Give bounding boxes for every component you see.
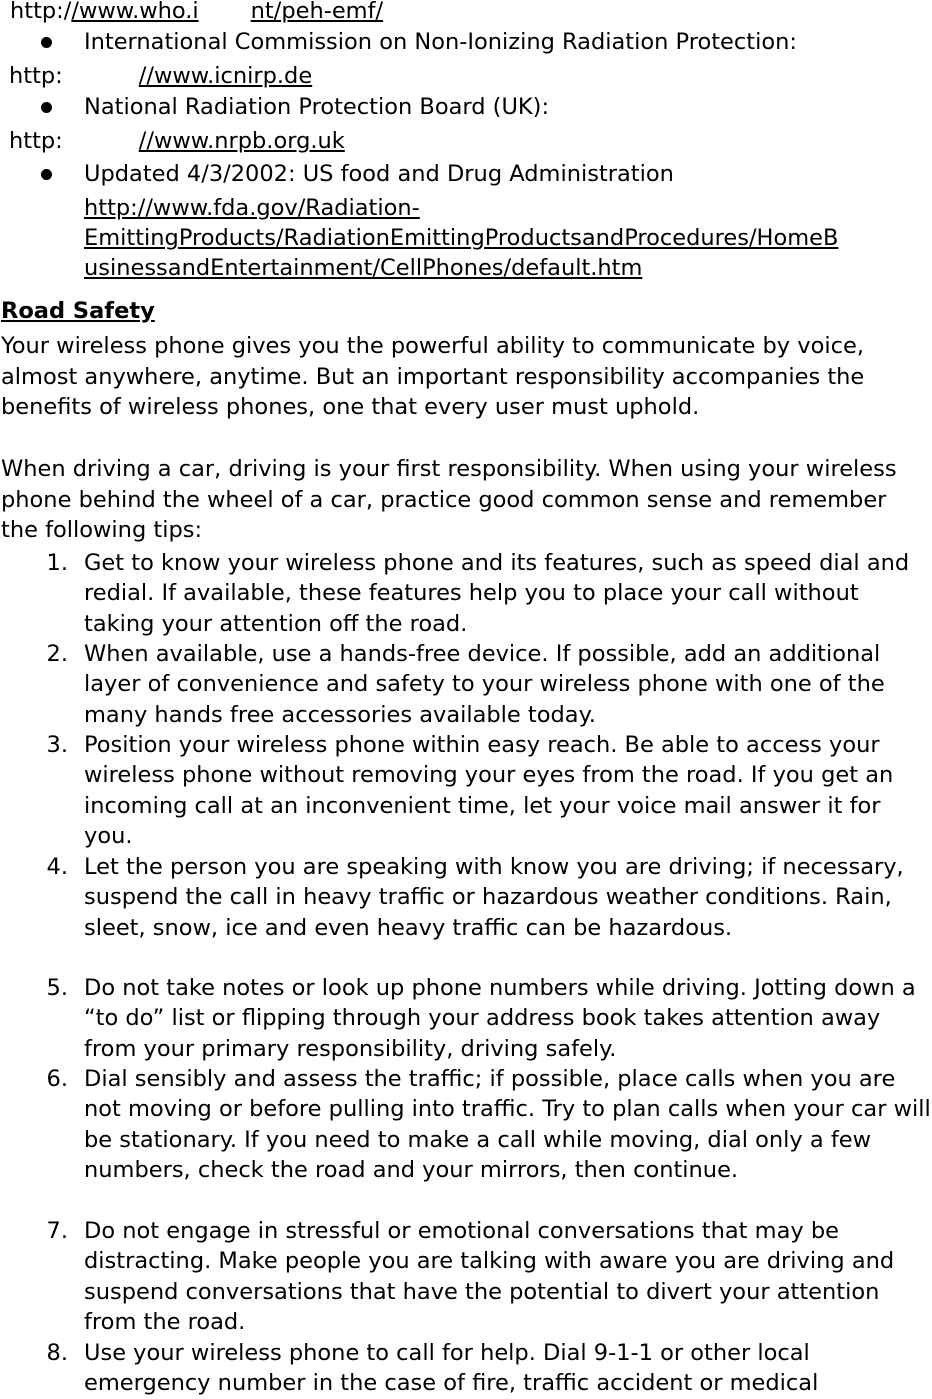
fda-link-line-2[interactable]: EmittingProducts/RadiationEmittingProductsandProcedures/HomeB <box>84 225 839 251</box>
list-number: 4. <box>46 854 68 880</box>
list-item-text: Position your wireless phone within easy reach. Be able to access your wireless phone without removing your eyes from the road. If you get an incoming call at an inconvenient time, let your voice mail answer it for you. <box>84 732 894 849</box>
list-number: 1. <box>46 550 68 576</box>
icnirp-link[interactable]: //www.icnirp.de <box>138 63 313 89</box>
list-item-text: Get to know your wireless phone and its features, such as speed dial and redial. If available, these features help you to place your call without taking your attention off the road. <box>84 550 910 637</box>
bullet-icon <box>41 102 52 113</box>
list-number: 6. <box>46 1066 68 1092</box>
intro-paragraph: Your wireless phone gives you the powerful ability to communicate by voice, almost anywhere, anytime. But an important responsibility accompanies the benefits of wireless phones, one that every user must uphold. <box>1 333 865 420</box>
icnirp-link-prefix: http: <box>9 63 63 89</box>
list-item-text: Do not take notes or look up phone numbers while driving. Jotting down a “to do” list or flipping through your address book takes attention away from your primary responsibility, driving safely. <box>84 975 916 1062</box>
list-number: 8. <box>46 1340 68 1366</box>
who-link[interactable]: /www.who.i nt/peh-emf/ <box>71 0 384 24</box>
fda-link-line-3[interactable]: usinessandEntertainment/CellPhones/default.htm <box>84 255 643 281</box>
list-item-text: When available, use a hands-free device. If possible, add an additional layer of convenience and safety to your wireless phone with one of the many hands free accessories available today. <box>84 641 885 728</box>
who-link-line <box>10 0 383 26</box>
list-item-text: Let the person you are speaking with know you are driving; if necessary, suspend the call in heavy traffic or hazardous weather conditions. Rain, sleet, snow, ice and even heavy traffic can be hazardous. <box>84 854 904 941</box>
list-number: 5. <box>46 975 68 1001</box>
fda-label: Updated 4/3/2002: US food and Drug Administration <box>84 161 674 187</box>
bullet-icon <box>41 37 52 48</box>
nrpb-link-line <box>9 126 345 156</box>
list-number: 2. <box>46 641 68 667</box>
icnirp-label: International Commission on Non-Ionizing Radiation Protection: <box>84 29 797 55</box>
list-number: 7. <box>46 1218 68 1244</box>
who-link-prefix: http:/ <box>10 0 72 24</box>
list-item-text: Dial sensibly and assess the traffic; if possible, place calls when you are not moving or before pulling into traffic. Try to plan calls when your car will be stationary. If you need to make a call while moving, dial only a few numbers, check the road and your mirrors, then continue. <box>84 1066 931 1183</box>
nrpb-link[interactable]: //www.nrpb.org.uk <box>138 128 345 154</box>
nrpb-link-prefix: http: <box>9 128 63 154</box>
nrpb-label: National Radiation Protection Board (UK): <box>84 94 550 120</box>
list-item-text: Do not engage in stressful or emotional conversations that may be distracting. Make people you are talking with aware you are driving and suspend conversations that have the potential to divert your attention from the road. <box>84 1218 895 1335</box>
icnirp-link-line <box>9 61 312 91</box>
list-item-text: Use your wireless phone to call for help. Dial 9-1-1 or other local emergency number in the case of fire, traffic accident or medical <box>84 1340 819 1397</box>
fda-link-line-1[interactable]: http://www.fda.gov/Radiation- <box>84 195 420 221</box>
driving-paragraph: When driving a car, driving is your first responsibility. When using your wireless phone behind the wheel of a car, practice good common sense and remember the following tips: <box>1 456 897 543</box>
section-heading: Road Safety <box>1 298 155 324</box>
bullet-icon <box>41 169 52 180</box>
list-number: 3. <box>46 732 68 758</box>
